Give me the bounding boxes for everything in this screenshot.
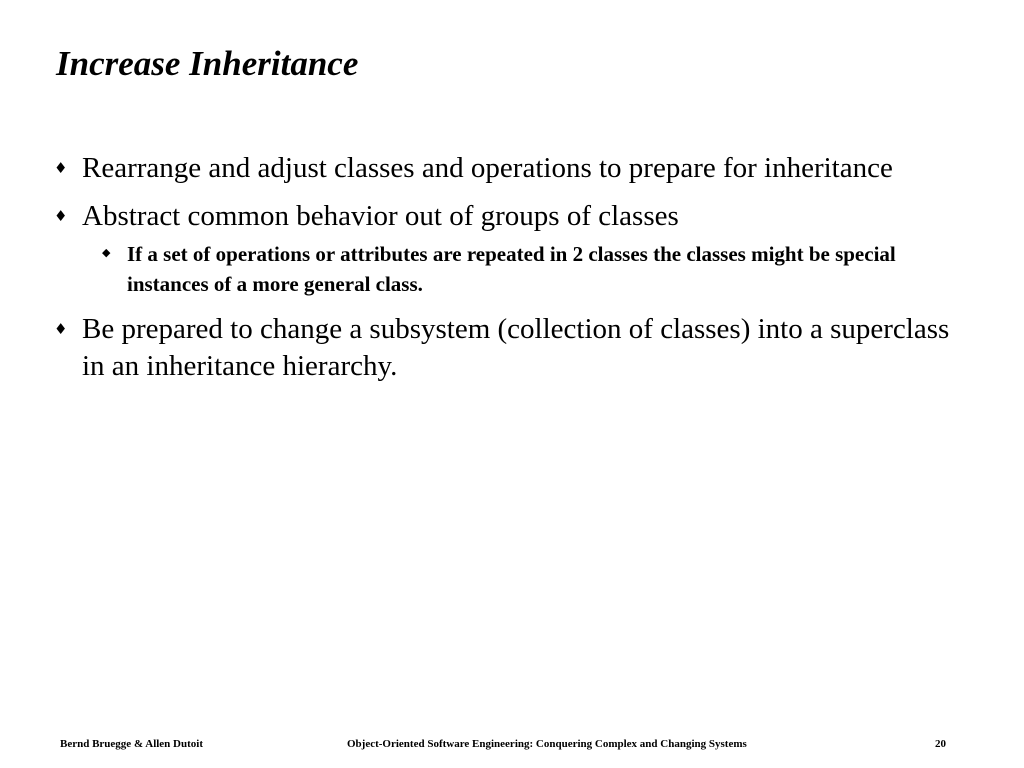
footer-authors: Bernd Bruegge & Allen Dutoit (60, 738, 203, 750)
diamond-bullet-icon: ♦ (54, 207, 68, 225)
bullet-list (54, 150, 974, 385)
bullet-item (54, 150, 974, 187)
diamond-bullet-icon: ♦ (54, 320, 68, 338)
bullet-text: Abstract common behavior out of groups of classes (82, 200, 679, 232)
bullet-item (54, 198, 974, 235)
slide-title: Increase Inheritance (56, 44, 359, 83)
footer-book-title: Object-Oriented Software Engineering: Conquering Complex and Changing Systems (347, 738, 747, 750)
bullet-item (54, 311, 974, 385)
diamond-bullet-icon: ♦ (54, 159, 68, 177)
bullet-text: Rearrange and adjust classes and operations to prepare for inheritance (82, 152, 893, 184)
diamond-sub-bullet-icon: ◆ (102, 246, 111, 259)
sub-bullet-item (102, 239, 917, 299)
slide-footer (0, 736, 1024, 752)
footer-page-number: 20 (935, 738, 946, 750)
bullet-text: Be prepared to change a subsystem (collection of classes) into a superclass in an inheritance hierarchy. (82, 313, 950, 382)
sub-bullet-text: If a set of operations or attributes are repeated in 2 classes the classes might be special instances of a more general class. (127, 242, 896, 296)
